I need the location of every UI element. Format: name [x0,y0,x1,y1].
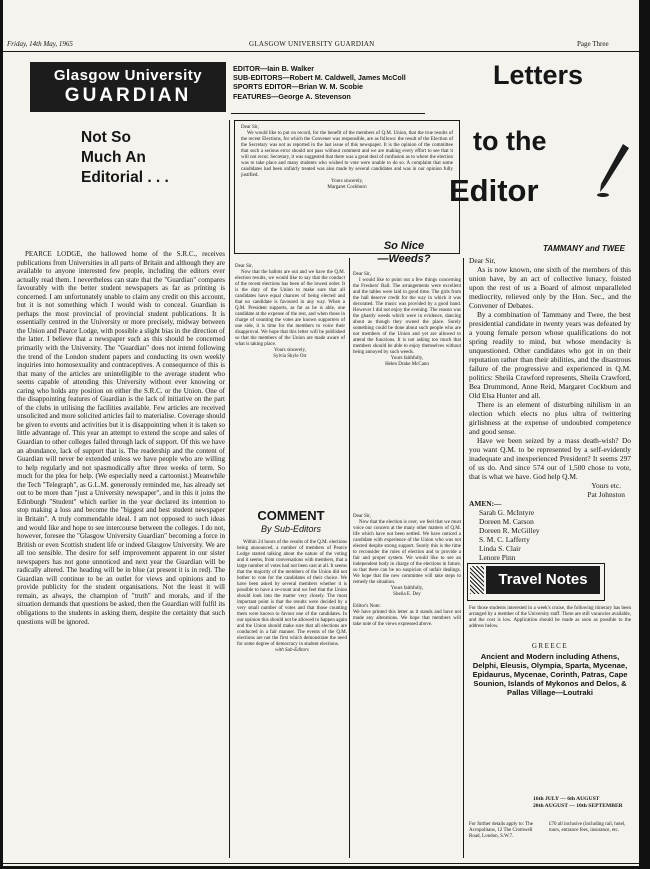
bottom-mid-salutation: Dear Sir, [353,514,371,519]
editor-note: We have printed this letter as it stands and have not made any alterations. We hope that members will take note of the views expressed above. [353,610,461,627]
mid-left-letter-sign2: Sylvia Skyle Orr [273,354,307,359]
mid-left-letter-sign1: Yours sincerely, [274,348,306,353]
right-letter-sign1: Yours etc. [591,481,621,490]
bottom-mid-body: Now that the election is over, we feel that we must voice our concern at the many other matters of Q.M. life which have not been settled. We have noticed a candidate with experience of the Union who was not elected despite strong support. Surely this is the time to reconsider the rules of election and to provide a fair and proper system. We would like to see an independent body in charge of the elections in future, so that there can be no suspicion of unfair dealings. We hope that the new committee will take steps to remedy the situation. [353,520,461,585]
bottom-mid-sign1: Yours faithfully, [390,586,424,591]
page-number: Page Three [577,40,609,48]
letters-word-3: Editor [449,173,539,208]
so-nice-sign1: Yours faithfully, [390,356,424,361]
staff-rule [231,113,425,114]
so-nice-title [359,240,449,266]
comment-byline: By Sub-Editors [260,524,322,534]
staff-features: FEATURES—George A. Stevenson [233,91,351,101]
amen-name: Lenore Pinn [479,553,516,562]
comment-title: COMMENT [257,508,325,523]
bottom-mid-sign2: Sheila E. Dey [393,592,421,597]
travel-intro: For those students interested in a week's cruise, the following itinerary has been arranged by a member of the University staff. There are still vacancies available, and the cost is low. Application should be made as soon as possible to the address below. [469,606,631,629]
so-nice-title-line: —Weeds? [377,253,431,265]
staff-sports: SPORTS EDITOR—Brian W. M. Scobie [233,82,364,92]
comment-body [237,540,347,860]
top-letter-salutation: Dear Sir, [241,125,259,130]
editor-note-title: Editor's Note: [353,604,381,609]
column-divider [463,258,464,858]
amen-name: S. M. C. Lafferty [479,535,530,544]
so-nice-letter [353,272,461,508]
bottom-mid-letter [353,514,461,860]
masthead-line1: Glasgow University [53,67,203,84]
comment-text: Within 24 hours of the results of the Q.M. elections being announced, a number of members of Pearce Lodge started talking about the nature of the voting and it seems, from conversations with members, that a large number of votes had not been cast at all. It seems that the majority of the members of the Union did not bother to vote for the candidates of their choice. We have been asked by several members whether it is possible to have a re-count and we feel that the Union should look into the matter very closely. The most important point is that the results were decided by a very small number of votes and that those counting them were known to favour one of the candidates. In our opinion this should not be allowed to happen again and the Union should make sure that all elections are conducted in a fair manner. The events of the Q.M. elections are not the first which demonstrate the need for some degree of democracy in student elections. [237,540,347,647]
editorial-text: PEARCE LODGE, the hallowed home of the S.R.C., receives publications from Universities in all parts of Britain and although they are available to anyone interested few people, including the editors ever actually read them. I nevertheless can state that the "Guardian" compares favourably with the better student newspapers as far as printing is concerned. I am unfortunately unable to claim any credit on this account, but it is not something which I would wish to conceal. Guardian is perhaps the most provincial of provincial student publications. It is essentially centred in the University or more precisely, midway between the Union and Pearce Lodge, with possible a slight bias in the direction of the latter. I believe that a newspaper such as this should be concerned primarily with the University. The "Guardian" does not intend following the trend of the London student papers and conducting its own weekly inquiries into homosexuality and contraceptives. A consequence of this is that many of the articles are unintelligible to the average student who seems capable of attending this University without ever knowing or caring who holds any position on either the S.R.C. or the Union. One of the disappointing features of Guardian is the lack of initiative on the part of the clubs in utilising the facilities available. Few articles are received unsolicited and more solicited articles fail to materialise. Coverage should be given to events and activities but it is disappointing when it is taken so little advantage of. This year an attempt to extend the scope and sales of Guardian to other colleges failed through lack of support. Of this we have an abundance, lack of support that is. The readership and the content of Guardian will never be extended unless we have people who are willing to help regularly and not spasmodically after three weeks of term. So much for the plea for help. (We especially need a cartoonist.) Meanwhile the Tech "Telegraph", as G.L.M. generously reminded me, has already set out to be more than "just a University newspaper", and in this it joins the Edinburgh "Student" which earlier in the year declared its intention to stop making a loss and become the "biggest and best student newspaper in Britain". A truly commendable ideal. I am not opposed to such ideas and would like and hope to see intercourse between the colleges. I do not, however, foresee the "Glasgow University Guardian" becoming a force in British or even Scottish student life or indeed Glasgow University. We are all too sensible. The desire for self improvement apparent in our sister newspapers has not gone unnoticed and next year the Guardian will be radically altered. The heading will be in blue (at present it is in red). The Guardian will continue to be an outlet for views and opinions and to provide publicity for the student organisations. Not the least it will remain, as always, the champion of "truth" and morals, and if the situation demands that questions be asked, then the Guardian will fulfil its obligations to the students in asking them, despite the certainty that such questions will be ignored. [17,250,225,626]
editorial-title-line: Not So [81,129,131,146]
staff-sub-editors: SUB-EDITORS—Robert M. Caldwell, James McColl [233,73,406,83]
travel-dates [533,796,629,809]
so-nice-sign2: Helen Drake McCann [385,362,429,367]
mid-left-letter-body: Now that the ballots are out and we have the Q.M. election results, we would like to say that the conduct of the recent elections has been of the lowest order. It is the duty of the Union to make sure that all candidates have equal chances of being elected and that no candidate is favoured in any way. When a Q.M. President supports, as far as he is able, one candidate at the expense of the rest, and when those in charge of counting the votes are known supporters of one side, it is time for the members to voice their disapproval. We hope that this letter will be published so that the members of the Union are made aware of what is taking place. [235,270,345,347]
amen-name: Doreen R. McGilley [479,526,540,535]
staff-editor: EDITOR—Iain B. Walker [233,64,315,73]
travel-heading: GREECE [531,642,569,650]
right-letter [469,256,631,562]
newspaper-page [3,0,639,866]
so-nice-title-line: So Nice [383,240,425,252]
right-letter-salutation: Dear Sir, [469,256,496,265]
travel-address: For further details apply to: The Acropolitans, 12 The Cromwell Road, London, S.W.7. [469,822,533,839]
masthead [30,62,226,112]
so-nice-salutation: Dear Sir, [353,272,371,277]
staff-box [233,64,423,101]
right-letter-paragraph: There is an element of disturbing nihilism in an election which elects no plus ultra of twittering girlishness at the expense of undoubted competence and good sense. [469,400,631,436]
amen-name: Doreen M. Carson [479,517,534,526]
travel-date-1: 16th JULY — 6th AUGUST [533,796,600,802]
so-nice-body: I would like to point out a few things concerning the Freshers' Ball. The arrangements were excellent and the tables were laid in good time. The girls from the hall deserve credit for the way in which it was decorated. The music was provided by a good band. However I did not enjoy the evening. The reason was the ghastly weeds which were in evidence, dancing about as though they owned the place. Surely something could be done about such people who are not members of the Union and yet are allowed to attend the functions. It is not asking too much that members should be able to enjoy themselves without being annoyed by such weeds. [353,278,461,355]
top-letter-sign2: Margaret Cockburn [327,185,367,190]
travel-date-2: 20th AUGUST — 10th SEPTEMBER [533,802,623,809]
editorial-title-line: Editorial . . . [81,169,169,186]
right-letter-sign2: Pat Johnston [587,490,625,499]
column-divider [349,258,350,858]
paper-name: GLASGOW UNIVERSITY GUARDIAN [249,40,375,48]
editorial-body [17,250,225,862]
editorial-title [81,128,201,188]
mid-left-letter-salutation: Dear Sir, [235,264,253,269]
banner-pattern [470,566,484,594]
travel-notes-banner [467,563,605,601]
travel-places: Ancient and Modern including Athens, Delphi, Eleusis, Olympia, Sparta, Mycenae, Epidaurus, Mycenae, Corinth, Patras, Cape Sounion, Islands of Mykonos and Delos, & Pallas Village—Loutraki [472,652,628,697]
footer-rule [3,863,639,864]
comment-sign: with Sub-Editors [275,648,309,653]
letters-word-1: Letters [493,60,584,90]
masthead-line2: GUARDIAN [64,85,192,106]
issue-date: Friday, 14th May, 1965 [7,40,73,48]
letters-word-2: to the [473,126,547,156]
top-letter [241,125,453,249]
top-letter-box [234,120,460,254]
top-letter-sign1: Yours sincerely, [331,179,363,184]
pen-icon [593,140,633,200]
right-letter-paragraph: By a combination of Tammany and Twee, the best presidential candidate in twenty years was defeated by a young female person whose qualifications do not spring readily to mind, but whose mendacity is unquestioned. Other candidates who got in on their reputation rather than their abilities, and the disastrous failure of the progressive and experienced in Q.M. politics: Sheila Crawford represents, Sheila Crawford, Bea Drummond, Anne Reid, Margaret Cockburn and Old Elsa Hunter and all. [469,310,631,400]
mid-left-letter [235,264,345,504]
amen-label: AMEN:— [469,499,502,508]
right-letter-paragraph: Have we been seized by a mass death-wish? Do you want Q.M. to be represented by a self-evidently inadequate and inexperienced President? It seems 297 of us do. And since 574 out of 1,500 chose to vote, that is what we have. God help Q.M. [469,436,631,481]
top-letter-body: We would like to put on record, for the benefit of the members of Q.M. Union, that the true results of the recent Elections, for which the Convener was responsible, are as follows: the result of the Election of the Secretary was not as reported in the last issue of this newspaper. It is the opinion of the committee that such a serious error should not pass without comment and we are making every effort to see that it will not recur. Secretary, it was suggested that there was a great deal of confusion as to where the election was to take place and many students who wished to vote were unable to do so. A complaint that some candidates had been unfairly treated was also made by several candidates and was in our opinion fully justified. [241,131,453,178]
header-rule [3,51,639,52]
travel-price: £70 all inclusive (including rail, hotel, tours, entrance fees, insurance, etc. [549,822,626,833]
editorial-title-line: Much An [81,149,146,166]
travel-notes-title: Travel Notes [486,566,600,594]
right-letter-paragraph: As is now known, one sixth of the members of this union have, by an act of collective lunacy, foisted upon the rest of us a Board of almost unparalleled mediocrity, relieved only by the Hon. Sec., and the Convener of Debates. [469,265,631,310]
amen-name: Linda S. Clair [479,544,521,553]
column-divider [229,120,230,858]
letters-byline: TAMMANY and TWEE [543,244,625,253]
amen-name: Sarah G. McIntyre [479,508,535,517]
